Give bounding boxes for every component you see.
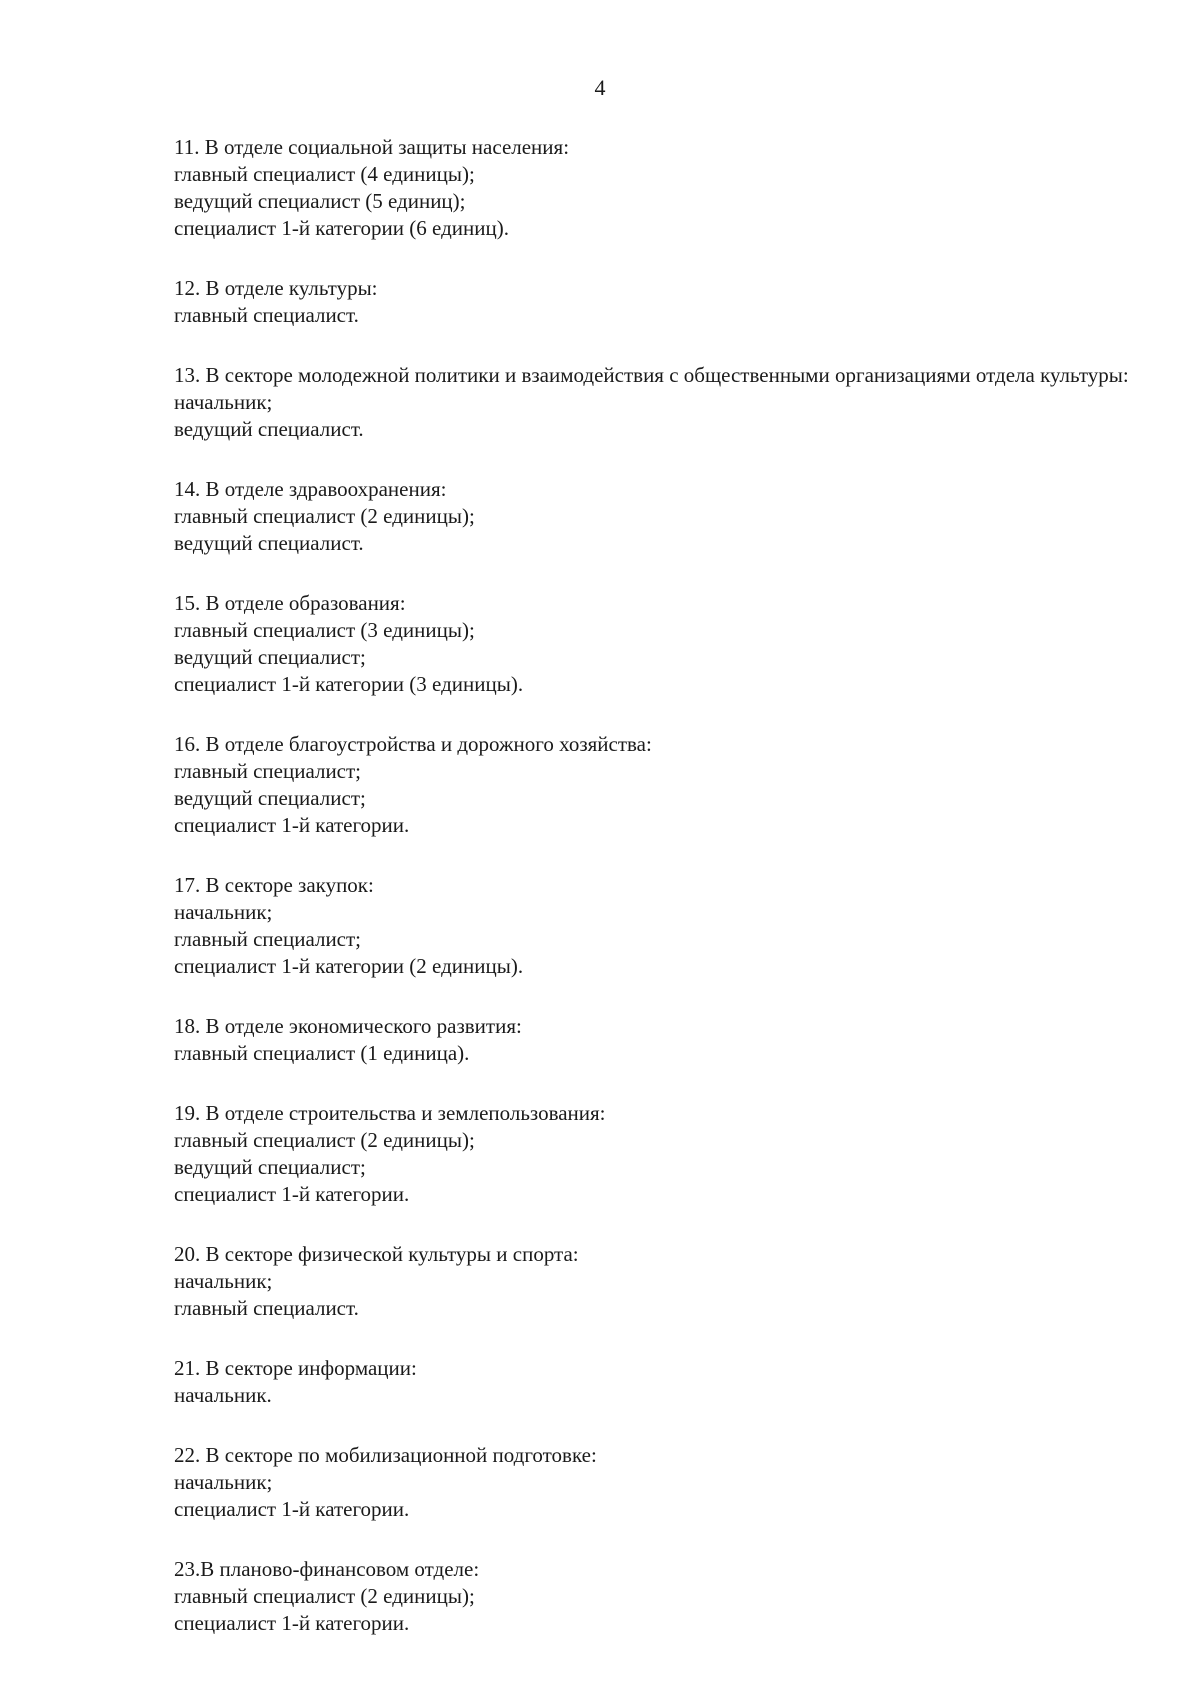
list-item: ведущий специалист (5 единиц); [174, 189, 466, 213]
page-number: 4 [594, 75, 606, 100]
list-item: специалист 1-й категории (6 единиц). [174, 216, 509, 240]
list-item: ведущий специалист; [174, 645, 366, 669]
list-item: главный специалист (2 единицы); [174, 1584, 475, 1608]
list-item: начальник; [174, 390, 273, 414]
list-item: главный специалист (1 единица). [174, 1041, 470, 1065]
document-body [174, 134, 1134, 1670]
section-heading: 16. В отделе благоустройства и дорожного хозяйства: [174, 732, 652, 756]
section-heading: 23.В планово-финансовом отделе: [174, 1557, 480, 1581]
list-item: главный специалист. [174, 303, 359, 327]
list-item: специалист 1-й категории (2 единицы). [174, 954, 524, 978]
section-heading: 13. В секторе молодежной политики и взаимодействия с общественными организациями отдела культуры: [174, 363, 1129, 387]
section-14 [174, 476, 1134, 557]
list-item: главный специалист; [174, 759, 362, 783]
list-item: ведущий специалист. [174, 417, 364, 441]
section-heading: 21. В секторе информации: [174, 1356, 417, 1380]
list-item: главный специалист (2 единицы); [174, 1128, 475, 1152]
section-heading: 17. В секторе закупок: [174, 873, 374, 897]
section-heading: 15. В отделе образования: [174, 591, 406, 615]
list-item: специалист 1-й категории. [174, 813, 410, 837]
section-12 [174, 275, 1134, 329]
list-item: ведущий специалист; [174, 1155, 366, 1179]
list-item: специалист 1-й категории. [174, 1497, 410, 1521]
section-15 [174, 590, 1134, 698]
list-item: главный специалист. [174, 1296, 359, 1320]
section-heading: 20. В секторе физической культуры и спорта: [174, 1242, 579, 1266]
section-16 [174, 731, 1134, 839]
section-22 [174, 1442, 1134, 1523]
list-item: специалист 1-й категории. [174, 1182, 410, 1206]
section-23 [174, 1556, 1134, 1637]
list-item: начальник; [174, 900, 273, 924]
list-item: главный специалист (4 единицы); [174, 162, 475, 186]
section-heading: 14. В отделе здравоохранения: [174, 477, 447, 501]
section-20 [174, 1241, 1134, 1322]
section-21 [174, 1355, 1134, 1409]
section-18 [174, 1013, 1134, 1067]
section-heading: 12. В отделе культуры: [174, 276, 378, 300]
section-19 [174, 1100, 1134, 1208]
section-13 [174, 362, 1134, 443]
section-17 [174, 872, 1134, 980]
list-item: начальник; [174, 1470, 273, 1494]
section-heading: 11. В отделе социальной защиты населения: [174, 135, 570, 159]
list-item: специалист 1-й категории (3 единицы). [174, 672, 524, 696]
list-item: специалист 1-й категории. [174, 1611, 410, 1635]
section-heading: 18. В отделе экономического развития: [174, 1014, 522, 1038]
list-item: ведущий специалист. [174, 531, 364, 555]
list-item: начальник. [174, 1383, 272, 1407]
section-heading: 22. В секторе по мобилизационной подготовке: [174, 1443, 597, 1467]
section-11 [174, 134, 1134, 242]
list-item: главный специалист (3 единицы); [174, 618, 475, 642]
list-item: начальник; [174, 1269, 273, 1293]
list-item: главный специалист; [174, 927, 362, 951]
list-item: главный специалист (2 единицы); [174, 504, 475, 528]
list-item: ведущий специалист; [174, 786, 366, 810]
section-heading: 19. В отделе строительства и землепользования: [174, 1101, 606, 1125]
